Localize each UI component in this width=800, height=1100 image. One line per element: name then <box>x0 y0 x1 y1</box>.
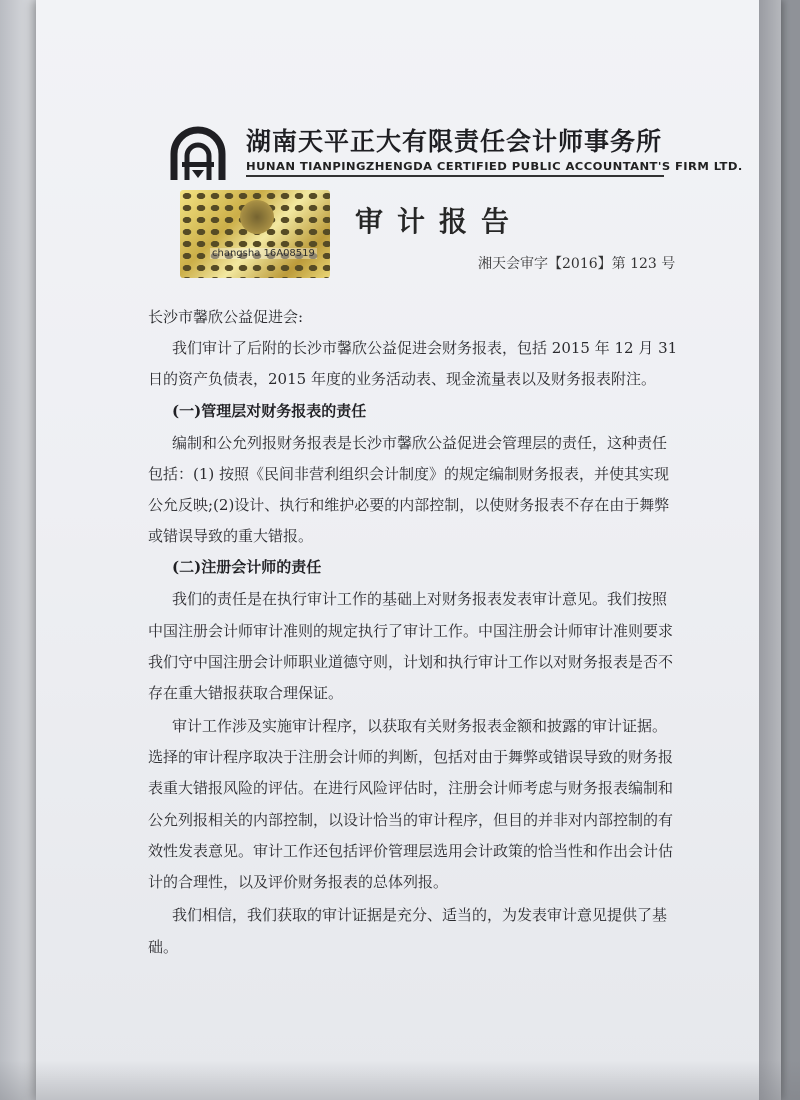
hologram-emblem-icon <box>240 200 274 234</box>
addressee: 长沙市馨欣公益促进会: <box>148 308 304 326</box>
body-line: 存在重大错报获取合理保证。 <box>148 684 344 702</box>
body-line: 表重大错报风险的评估。在进行风险评估时，注册会计师考虑与财务报表编制和 <box>148 779 674 797</box>
body-line: 中国注册会计师审计准则的规定执行了审计工作。中国注册会计师审计准则要求 <box>148 622 674 640</box>
report-reference-number: 湘天会审字【2016】第 123 号 <box>478 256 676 272</box>
body-line: 包括：(1) 按照《民间非营利组织会计制度》的规定编制财务报表，并使其实现 <box>148 465 670 483</box>
body-line: 公允反映;(2)设计、执行和维护必要的内部控制，以使财务报表不存在由于舞弊 <box>148 496 670 514</box>
firm-name-cn: 湖南天平正大有限责任会计师事务所 <box>246 127 663 156</box>
body-line: 我们的责任是在执行审计工作的基础上对财务报表发表审计意见。我们按照 <box>172 590 668 608</box>
hologram-seal <box>180 190 330 278</box>
report-title: 审计报告 <box>355 205 524 238</box>
section-heading-auditor: (二)注册会计师的责任 <box>172 558 322 576</box>
photo-bottom-shadow <box>0 1060 800 1100</box>
firm-logo-icon <box>168 126 228 182</box>
body-line: 公允列报相关的内部控制，以设计恰当的审计程序，但目的并非对内部控制的有 <box>148 811 674 829</box>
body-line: 日的资产负债表，2015 年度的业务活动表、现金流量表以及财务报表附注。 <box>148 370 656 388</box>
body-line: 编制和公允列报财务报表是长沙市馨欣公益促进会管理层的责任，这种责任 <box>172 434 668 452</box>
body-line: 审计工作涉及实施审计程序，以获取有关财务报表金额和披露的审计证据。 <box>172 717 668 735</box>
body-line: 我们审计了后附的长沙市馨欣公益促进会财务报表，包括 2015 年 12 月 31 <box>172 339 678 357</box>
page-edge-shadow <box>759 0 781 1100</box>
hologram-serial: changsha 16A08519 <box>212 248 315 259</box>
body-line: 选择的审计程序取决于注册会计师的判断，包括对由于舞弊或错误导致的财务报 <box>148 748 674 766</box>
header-divider <box>246 175 664 177</box>
firm-name-en: HUNAN TIANPINGZHENGDA CERTIFIED PUBLIC ACCOUNTANT'S FIRM LTD. <box>246 160 743 173</box>
body-line: 我们相信，我们获取的审计证据是充分、适当的，为发表审计意见提供了基 <box>172 906 668 924</box>
body-line: 我们守中国注册会计师职业道德守则，计划和执行审计工作以对财务报表是否不 <box>148 653 674 671</box>
body-line: 或错误导致的重大错报。 <box>148 527 314 545</box>
body-line: 础。 <box>148 938 179 956</box>
body-line: 计的合理性，以及评价财务报表的总体列报。 <box>148 873 449 891</box>
body-line: 效性发表意见。审计工作还包括评价管理层选用会计政策的恰当性和作出会计估 <box>148 842 674 860</box>
section-heading-management: (一)管理层对财务报表的责任 <box>172 402 367 420</box>
